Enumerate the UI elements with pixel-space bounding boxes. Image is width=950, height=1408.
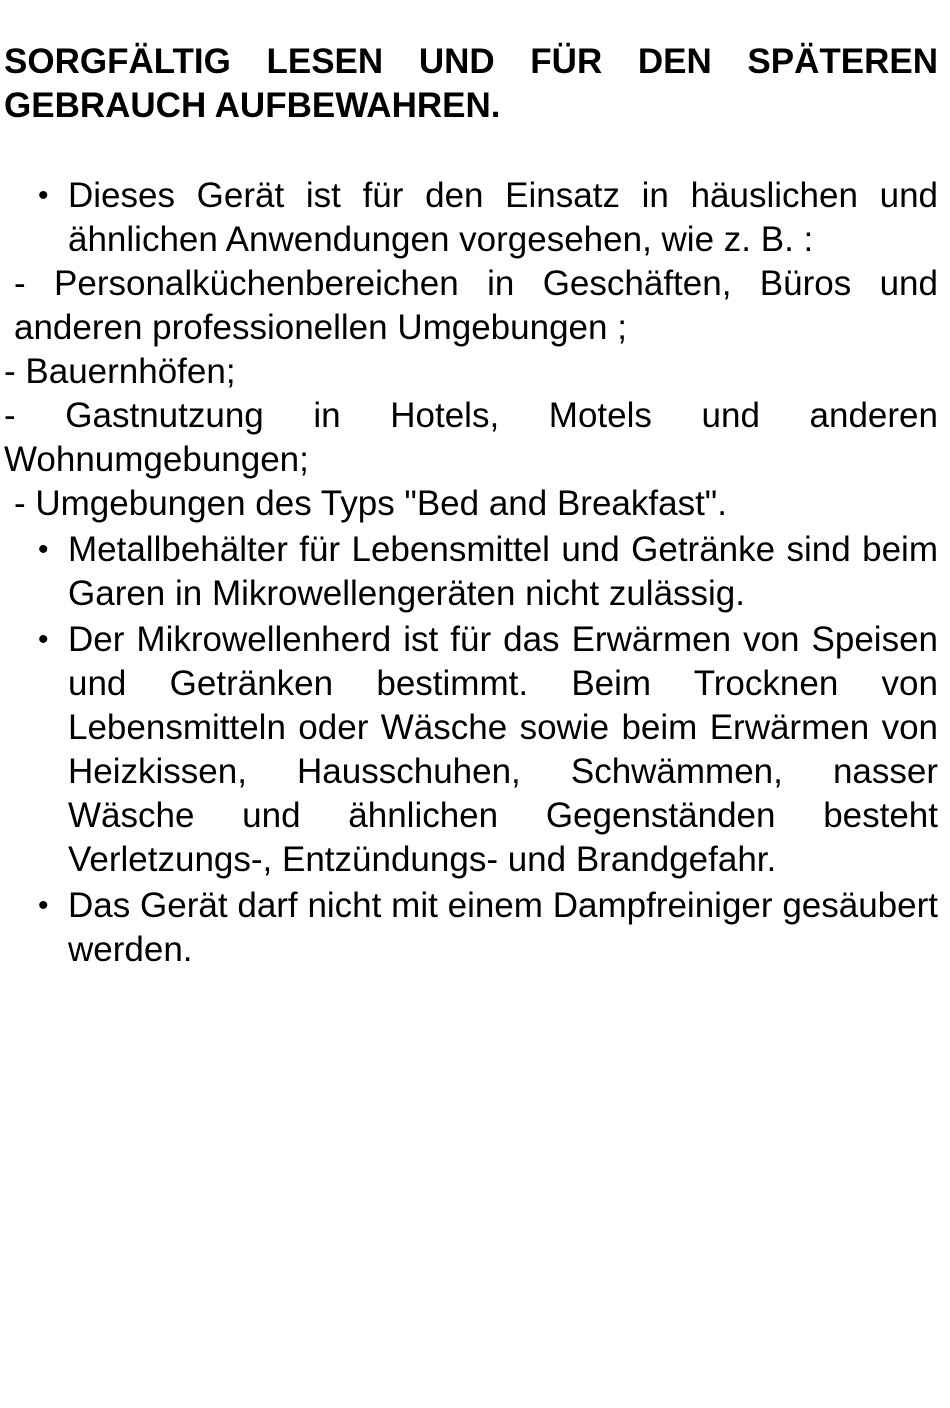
list-item-heating-warning: [4, 618, 938, 882]
bullet-icon: •: [38, 533, 49, 566]
list-item-text: Dieses Gerät ist für den Einsatz in häuslichen und ähnlichen Anwendungen vorgesehen, wie z. B. :: [68, 176, 938, 259]
sub-item-staff-kitchens: - Personalküchenbereichen in Geschäften, Büros und anderen professionellen Umgebungen ;: [14, 264, 938, 347]
bullet-icon: •: [38, 179, 49, 212]
document-page: [4, 40, 938, 972]
bullet-icon: •: [38, 889, 49, 922]
list-item-steam-cleaner: [4, 884, 938, 972]
list-item-metal-containers: [4, 528, 938, 616]
sub-item-bed-and-breakfast: - Umgebungen des Typs "Bed and Breakfast".: [14, 484, 727, 523]
list-item-text: Der Mikrowellenherd ist für das Erwärmen von Speisen und Getränken bestimmt. Beim Trocknen von Lebensmitteln oder Wäsche sowie beim Erwärmen von Heizkissen, Hausschuhen, Schwämmen, nasser Wäsche und ähnlichen Gegenständen besteht Verletzungs-, Entzündungs- und Brandgefahr.: [68, 620, 938, 879]
sub-item-farms: - Bauernhöfen;: [4, 352, 236, 391]
list-item-text: Das Gerät darf nicht mit einem Dampfreiniger gesäubert werden.: [68, 886, 938, 969]
list-item-text: Metallbehälter für Lebensmittel und Getränke sind beim Garen in Mikrowellengeräten nicht zulässig.: [68, 530, 938, 613]
page-heading: SORGFÄLTIG LESEN UND FÜR DEN SPÄTEREN GEBRAUCH AUFBEWAHREN.: [4, 42, 938, 125]
bullet-icon: •: [38, 623, 49, 656]
sub-item-hotels: - Gastnutzung in Hotels, Motels und anderen Wohnumgebungen;: [4, 396, 938, 479]
list-item-intended-use: [4, 174, 938, 262]
